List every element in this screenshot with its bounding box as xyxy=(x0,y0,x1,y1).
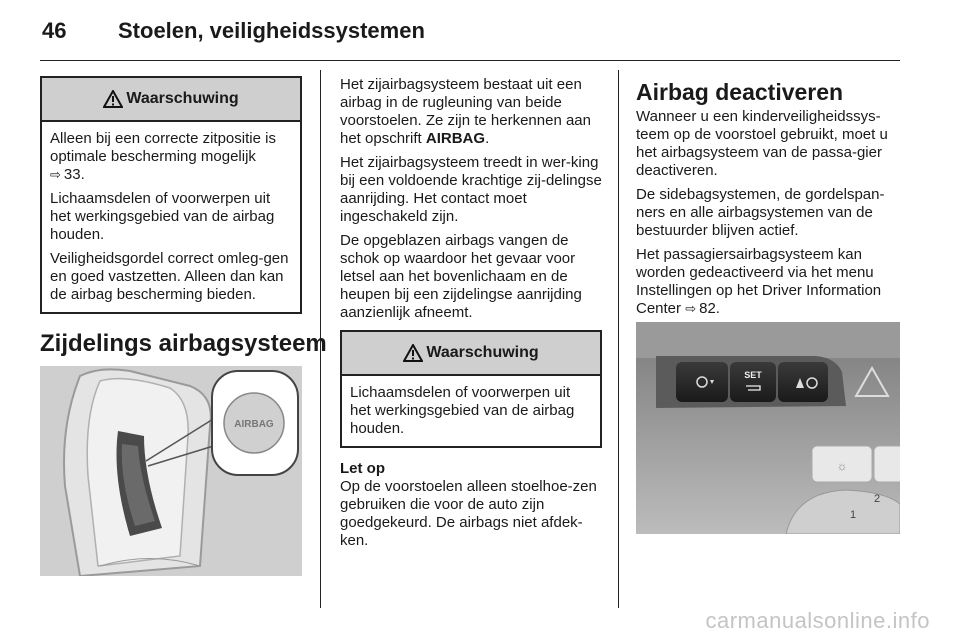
page-number: 46 xyxy=(42,18,67,43)
paragraph: Wanneer u een kinderveiligheidssys-teem op de voorstoel gebruikt, moet u het airbagsysteem van de passa-gier deactiveren. xyxy=(636,108,888,179)
warning-paragraph: Veiligheidsgordel correct omleg-gen en goed vastzetten. Alleen dan kan de airbag bescherming bieden. xyxy=(50,250,289,303)
warning-title: Waarschuwing xyxy=(126,90,239,107)
paragraph xyxy=(636,246,902,318)
paragraph-text: Het passagiersairbagsysteem kan worden gedeactiveerd via het menu Instellingen op het Driver Information Center xyxy=(636,246,882,317)
warning-box-2 xyxy=(340,330,602,448)
warning-paragraph: Lichaamsdelen of voorwerpen uit het werkingsgebied van de airbag houden. xyxy=(350,384,575,437)
warning-paragraph: Lichaamsdelen of voorwerpen uit het werkingsgebied van de airbag houden. xyxy=(50,190,275,243)
section-heading-side-airbag: Zijdelings airbagsysteem xyxy=(40,330,327,357)
airbag-marking: AIRBAG xyxy=(425,130,486,147)
page-reference-link[interactable]: 82. xyxy=(699,300,720,317)
airbag-label: AIRBAG xyxy=(234,419,274,430)
column-divider-2 xyxy=(618,70,619,608)
note-block xyxy=(340,460,602,550)
warning-text: Alleen bij een correcte zitpositie is optimale bescherming mogelijk xyxy=(50,130,276,165)
header-rule xyxy=(40,60,900,61)
warning-body xyxy=(42,122,300,312)
note-body: Op de voorstoelen alleen stoelhoe-zen gebruiken die voor de auto zijn goedgekeurd. De airbags niet afdek-ken. xyxy=(340,478,597,549)
paragraph: Het zijairbagsysteem treedt in wer-king bij een voldoende krachtige zij-delingse aanrijding. Het contact moet ingeschakeld zijn. xyxy=(340,154,602,225)
paragraph: De sidebagsystemen, de gordelspan-ners en alle airbagsystemen van de bestuurder blijven actief. xyxy=(636,186,885,239)
page-reference-icon: ⇨ xyxy=(50,167,61,182)
note-title: Let op xyxy=(340,460,385,477)
column-2 xyxy=(340,76,602,550)
warning-paragraph xyxy=(50,130,294,184)
set-button xyxy=(730,362,776,402)
page-reference-link[interactable]: 33. xyxy=(63,166,85,183)
paragraph-text: Het zijairbagsysteem bestaat uit een airbag in de rugleuning van beide voorstoelen. Ze zijn te herkennen aan het opschrift xyxy=(340,76,591,147)
paragraph: De opgeblazen airbags vangen de schok op waardoor het gevaar voor letsel aan het bovenlichaam en de heupen bij een zijdelingse aanrijding aanzienlijk afneemt. xyxy=(340,232,582,321)
dial-number-1: 1 xyxy=(850,509,857,521)
warning-triangle-icon xyxy=(403,344,423,362)
column-3 xyxy=(636,78,902,324)
warning-header xyxy=(42,78,300,122)
warning-title: Waarschuwing xyxy=(426,344,539,361)
seat-airbag-illustration xyxy=(40,366,302,576)
warning-header xyxy=(342,332,600,376)
warning-body xyxy=(342,376,600,446)
paragraph xyxy=(340,76,602,148)
set-button-label: SET xyxy=(744,370,762,380)
punctuation: . xyxy=(485,130,490,147)
dial-number-2: 2 xyxy=(874,493,881,505)
passenger-airbag-button xyxy=(676,362,728,402)
page-header-title: Stoelen, veiligheidssystemen xyxy=(118,18,425,43)
warning-box-1 xyxy=(40,76,302,314)
info-button xyxy=(778,362,828,402)
section-heading-airbag-deactivation: Airbag deactiveren xyxy=(636,79,844,105)
switch-panel-photo xyxy=(636,322,900,534)
column-1 xyxy=(40,76,302,314)
watermark: carmanualsonline.info xyxy=(705,608,930,633)
page-reference-icon: ⇨ xyxy=(685,301,697,316)
warning-triangle-icon xyxy=(103,90,123,108)
svg-text:☼: ☼ xyxy=(836,459,848,473)
